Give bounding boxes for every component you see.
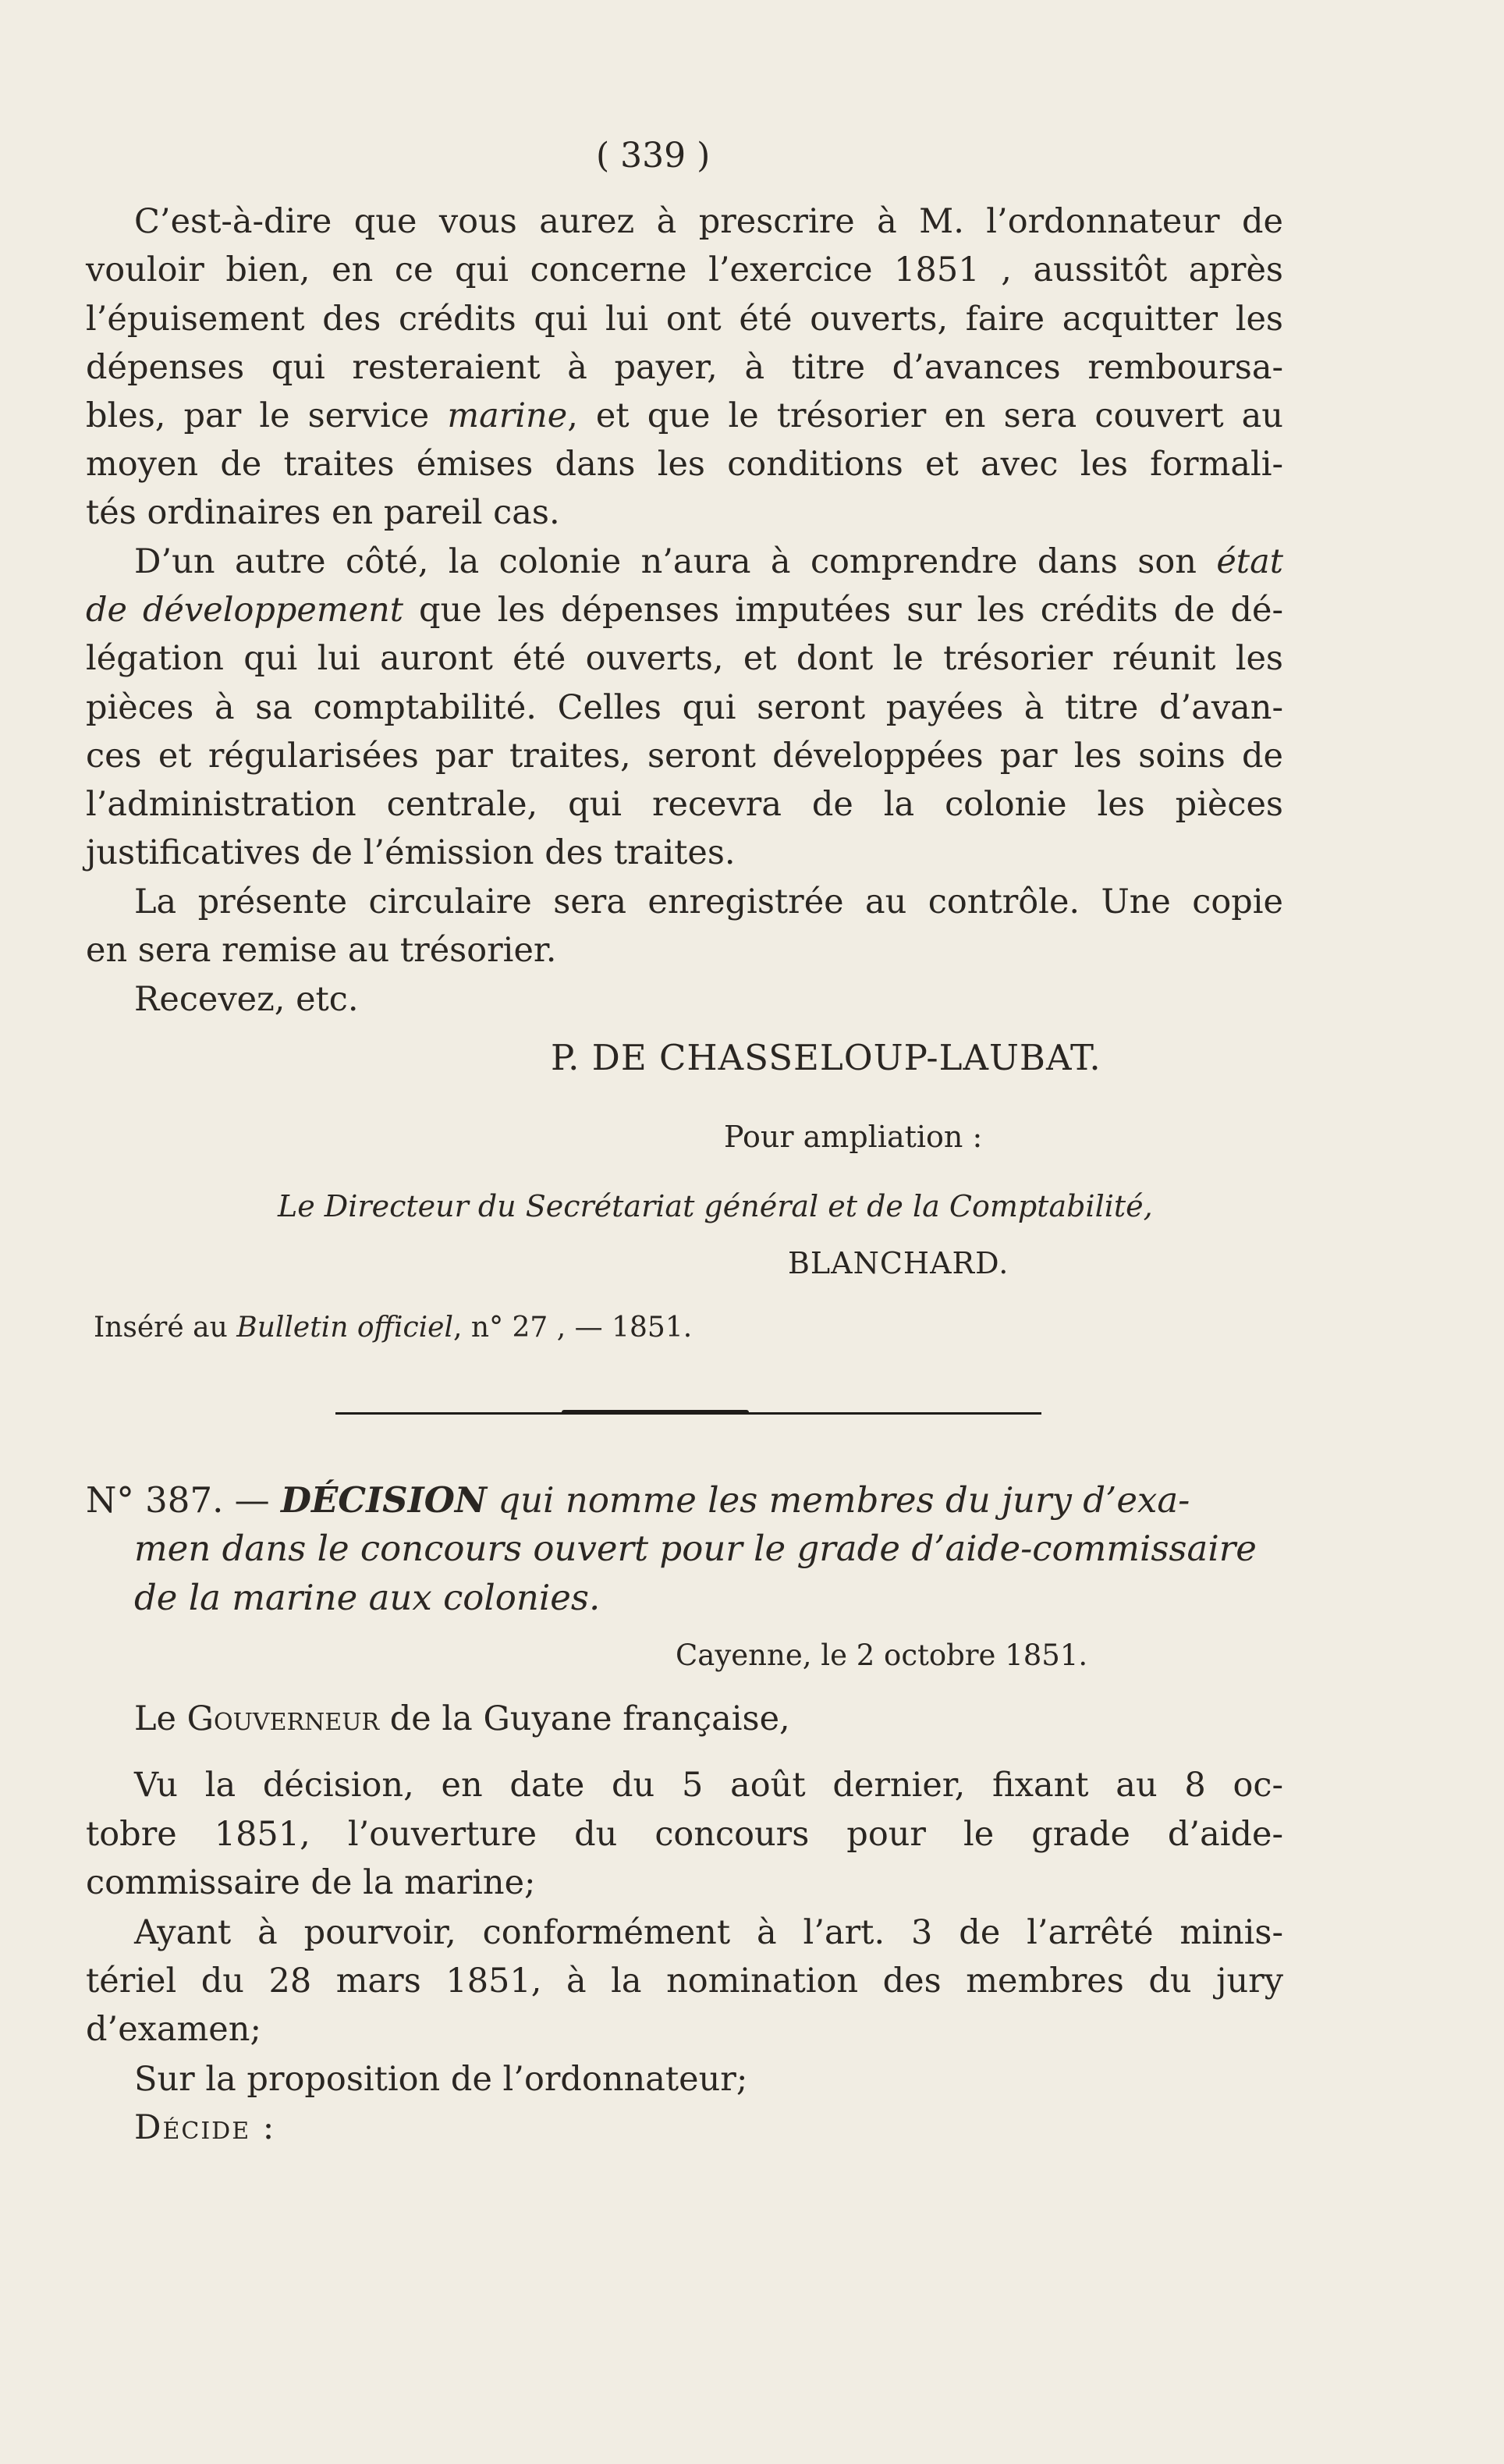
text-line: Vu la décision, en date du 5 août dernier, fixant au 8 oc- <box>134 1766 1283 1805</box>
text-line: tériel du 28 mars 1851, à la nomination des membres du jury <box>86 1962 1283 2001</box>
italic-term: de développement <box>86 591 404 630</box>
page-number: ( 339 ) <box>596 136 711 176</box>
decision-heading-line <box>86 1479 1190 1521</box>
text-line <box>86 396 1284 435</box>
text-segment: Inséré au <box>94 1312 237 1344</box>
text-segment: de la Guyane française, <box>379 1699 790 1738</box>
text-segment: bles, par le service <box>86 396 448 435</box>
text-segment: , et que le trésorier en sera couvert au <box>567 396 1284 435</box>
text-line: Ayant à pourvoir, conformément à l’art. 3 de l’arrêté minis- <box>134 1913 1283 1952</box>
text-line: C’est-à-dire que vous aurez à prescrire à M. l’ordonnateur de <box>134 202 1283 241</box>
text-segment: D’un autre côté, la colonie n’aura à comprendre dans son <box>134 542 1217 581</box>
text-line: vouloir bien, en ce qui concerne l’exercice 1851 , aussitôt après <box>86 250 1283 289</box>
text-line: pièces à sa comptabilité. Celles qui seront payées à titre d’avan- <box>86 688 1283 727</box>
ampliation-line: Pour ampliation : <box>724 1120 983 1154</box>
text-line: en sera remise au trésorier. <box>86 931 557 970</box>
text-line: commissaire de la marine; <box>86 1863 536 1902</box>
text-line: Sur la proposition de l’ordonnateur; <box>134 2060 748 2099</box>
text-segment: que les dépenses imputées sur les crédits de dé- <box>403 591 1283 630</box>
text-line: d’examen; <box>86 2010 261 2049</box>
italic-term: état <box>1216 542 1283 581</box>
text-line: tobre 1851, l’ouverture du concours pour le grade d’aide- <box>86 1815 1283 1854</box>
italic-term: Bulletin officiel <box>236 1312 454 1344</box>
text-line: l’épuisement des crédits qui lui ont été ouverts, faire acquitter les <box>86 300 1283 339</box>
text-line: dépenses qui resteraient à payer, à titre d’avances remboursa- <box>86 348 1283 387</box>
governor-title: Gouverneur <box>186 1699 380 1738</box>
italic-term: marine <box>447 396 568 435</box>
decision-number: N° 387. — <box>86 1479 281 1521</box>
director-title: Le Directeur du Secrétariat général et de la Comptabilité, <box>278 1189 1153 1223</box>
decision-heading-line: de la marine aux colonies. <box>134 1577 601 1618</box>
text-segment: Le <box>134 1699 187 1738</box>
closing-line: Recevez, etc. <box>134 980 359 1019</box>
text-segment: , n° 27 , — 1851. <box>453 1312 693 1344</box>
text-line <box>86 591 1283 630</box>
text-line <box>134 542 1283 581</box>
text-line: légation qui lui auront été ouverts, et dont le trésorier réunit les <box>86 639 1283 678</box>
separator-rule-accent <box>562 1410 749 1415</box>
decision-title: DÉCISION <box>280 1479 488 1521</box>
text-line: moyen de traites émises dans les conditions et avec les formali- <box>86 445 1283 484</box>
text-line: tés ordinaires en pareil cas. <box>86 493 560 532</box>
text-line: justificatives de l’émission des traites. <box>86 833 736 872</box>
director-name: BLANCHARD. <box>788 1246 1009 1280</box>
governor-line <box>134 1699 790 1738</box>
decision-heading-line: men dans le concours ouvert pour le grade d’aide-commissaire <box>134 1528 1257 1569</box>
insertion-note <box>94 1314 692 1342</box>
dateline: Cayenne, le 2 octobre 1851. <box>676 1639 1088 1672</box>
text-line: l’administration centrale, qui recevra de la colonie les pièces <box>86 785 1283 824</box>
text-line: La présente circulaire sera enregistrée au contrôle. Une copie <box>134 882 1283 921</box>
text-segment: qui nomme les membres du jury d’exa- <box>487 1479 1190 1521</box>
text-line: ces et régularisées par traites, seront développées par les soins de <box>86 737 1283 776</box>
signature: P. DE CHASSELOUP-LAUBAT. <box>551 1037 1101 1078</box>
decide-line: Décide : <box>134 2108 276 2147</box>
